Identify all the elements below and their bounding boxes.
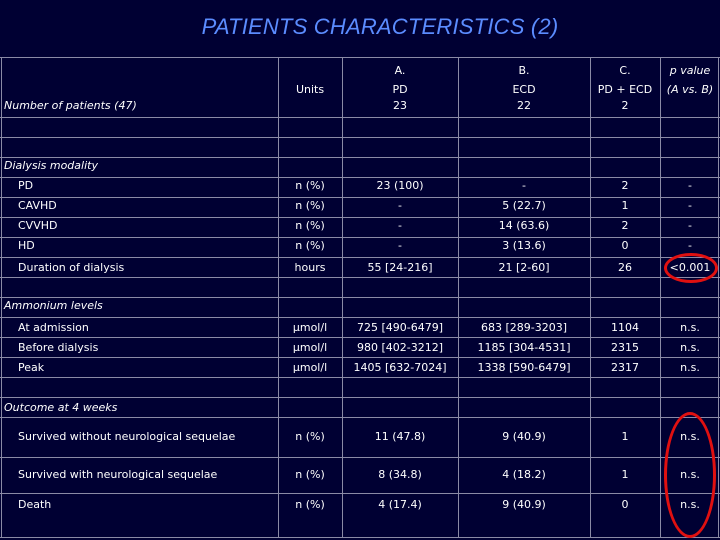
before-c: 2315 bbox=[611, 341, 639, 354]
header-col-a-letter: A. bbox=[394, 64, 406, 77]
death-units: n (%) bbox=[295, 498, 325, 511]
slide-title: PATIENTS CHARACTERISTICS (2) bbox=[201, 14, 559, 39]
hd-b: 3 (13.6) bbox=[502, 239, 546, 252]
patients-a: 23 bbox=[393, 99, 407, 112]
header-col-c-name: PD + ECD bbox=[597, 83, 653, 96]
row-label-before-dialysis: Before dialysis bbox=[18, 341, 99, 354]
row-label-patients: Number of patients (47) bbox=[4, 99, 137, 112]
pd-a: 23 (100) bbox=[376, 179, 424, 192]
section-ammonium-levels: Ammonium levels bbox=[4, 299, 103, 312]
grid-line bbox=[0, 457, 720, 458]
grid-line bbox=[0, 397, 720, 398]
row-label-cavhd: CAVHD bbox=[18, 199, 57, 212]
cvvhd-units: n (%) bbox=[295, 219, 325, 232]
hd-c: 0 bbox=[621, 239, 629, 252]
pd-b: - bbox=[522, 179, 526, 192]
surv-with-c: 1 bbox=[621, 468, 629, 481]
grid-line bbox=[0, 493, 720, 494]
grid-line bbox=[0, 237, 720, 238]
cavhd-b: 5 (22.7) bbox=[502, 199, 546, 212]
grid-line bbox=[458, 57, 459, 538]
header-col-a-name: PD bbox=[392, 83, 408, 96]
cavhd-a: - bbox=[398, 199, 402, 212]
grid-line bbox=[0, 257, 720, 258]
cavhd-units: n (%) bbox=[295, 199, 325, 212]
grid-line bbox=[0, 297, 720, 298]
before-units: μmol/l bbox=[292, 341, 328, 354]
patients-b: 22 bbox=[517, 99, 531, 112]
cvvhd-b: 14 (63.6) bbox=[498, 219, 550, 232]
admission-a: 725 [490-6479] bbox=[356, 321, 444, 334]
highlight-ring-outcome-p bbox=[664, 412, 716, 538]
header-col-b-letter: B. bbox=[518, 64, 530, 77]
duration-p: <0.001 bbox=[669, 261, 711, 274]
grid-line bbox=[0, 417, 720, 418]
cavhd-p: - bbox=[688, 199, 692, 212]
grid-line bbox=[0, 357, 720, 358]
grid-line bbox=[660, 57, 661, 538]
grid-line bbox=[0, 157, 720, 158]
header-col-b-name: ECD bbox=[512, 83, 536, 96]
pd-p: - bbox=[688, 179, 692, 192]
grid-line bbox=[0, 277, 720, 278]
peak-b: 1338 [590-6479] bbox=[477, 361, 571, 374]
grid-line bbox=[342, 57, 343, 538]
death-c: 0 bbox=[621, 498, 629, 511]
header-col-c-letter: C. bbox=[619, 64, 631, 77]
grid-line bbox=[0, 337, 720, 338]
admission-b: 683 [289-3203] bbox=[480, 321, 568, 334]
death-a: 4 (17.4) bbox=[378, 498, 422, 511]
header-units: Units bbox=[295, 83, 325, 96]
section-dialysis-modality: Dialysis modality bbox=[4, 159, 98, 172]
grid-line bbox=[0, 197, 720, 198]
hd-units: n (%) bbox=[295, 239, 325, 252]
surv-without-units: n (%) bbox=[295, 430, 325, 443]
header-p-comparison: (A vs. B) bbox=[666, 83, 714, 96]
death-b: 9 (40.9) bbox=[502, 498, 546, 511]
row-label-survived-with: Survived with neurological sequelae bbox=[18, 468, 218, 481]
row-label-pd: PD bbox=[18, 179, 34, 192]
duration-units: hours bbox=[294, 261, 326, 274]
surv-without-c: 1 bbox=[621, 430, 629, 443]
row-label-survived-without: Survived without neurological sequelae bbox=[18, 430, 236, 443]
peak-c: 2317 bbox=[611, 361, 639, 374]
row-label-hd: HD bbox=[18, 239, 35, 252]
grid-line bbox=[0, 317, 720, 318]
grid-line bbox=[718, 57, 719, 538]
hd-a: - bbox=[398, 239, 402, 252]
duration-b: 21 [2-60] bbox=[498, 261, 550, 274]
before-p: n.s. bbox=[680, 341, 700, 354]
pd-units: n (%) bbox=[295, 179, 325, 192]
grid-line bbox=[0, 217, 720, 218]
row-label-duration: Duration of dialysis bbox=[18, 261, 125, 274]
section-outcome: Outcome at 4 weeks bbox=[4, 401, 118, 414]
patients-c: 2 bbox=[621, 99, 629, 112]
cavhd-c: 1 bbox=[621, 199, 629, 212]
row-label-death: Death bbox=[18, 498, 52, 511]
surv-with-p: n.s. bbox=[680, 468, 700, 481]
surv-with-a: 8 (34.8) bbox=[378, 468, 422, 481]
header-p-value: p value bbox=[669, 64, 711, 77]
death-p: n.s. bbox=[680, 498, 700, 511]
hd-p: - bbox=[688, 239, 692, 252]
grid-line bbox=[0, 537, 720, 538]
cvvhd-a: - bbox=[398, 219, 402, 232]
grid-line bbox=[1, 57, 2, 538]
duration-a: 55 [24-216] bbox=[367, 261, 433, 274]
row-label-admission: At admission bbox=[18, 321, 89, 334]
surv-without-b: 9 (40.9) bbox=[502, 430, 546, 443]
before-a: 980 [402-3212] bbox=[356, 341, 444, 354]
peak-p: n.s. bbox=[680, 361, 700, 374]
grid-line bbox=[0, 377, 720, 378]
admission-c: 1104 bbox=[611, 321, 639, 334]
surv-with-b: 4 (18.2) bbox=[502, 468, 546, 481]
surv-without-p: n.s. bbox=[680, 430, 700, 443]
grid-line bbox=[278, 57, 279, 538]
cvvhd-c: 2 bbox=[621, 219, 629, 232]
surv-without-a: 11 (47.8) bbox=[374, 430, 426, 443]
row-label-cvvhd: CVVHD bbox=[18, 219, 58, 232]
duration-c: 26 bbox=[618, 261, 632, 274]
peak-units: μmol/l bbox=[292, 361, 328, 374]
grid-line bbox=[590, 57, 591, 538]
grid-line bbox=[0, 57, 720, 58]
cvvhd-p: - bbox=[688, 219, 692, 232]
admission-units: μmol/l bbox=[292, 321, 328, 334]
peak-a: 1405 [632-7024] bbox=[353, 361, 447, 374]
surv-with-units: n (%) bbox=[295, 468, 325, 481]
admission-p: n.s. bbox=[680, 321, 700, 334]
grid-line bbox=[0, 177, 720, 178]
grid-line bbox=[0, 117, 720, 118]
highlight-ring-duration-p bbox=[664, 253, 718, 283]
row-label-peak: Peak bbox=[18, 361, 45, 374]
pd-c: 2 bbox=[621, 179, 629, 192]
before-b: 1185 [304-4531] bbox=[477, 341, 571, 354]
grid-line bbox=[0, 137, 720, 138]
